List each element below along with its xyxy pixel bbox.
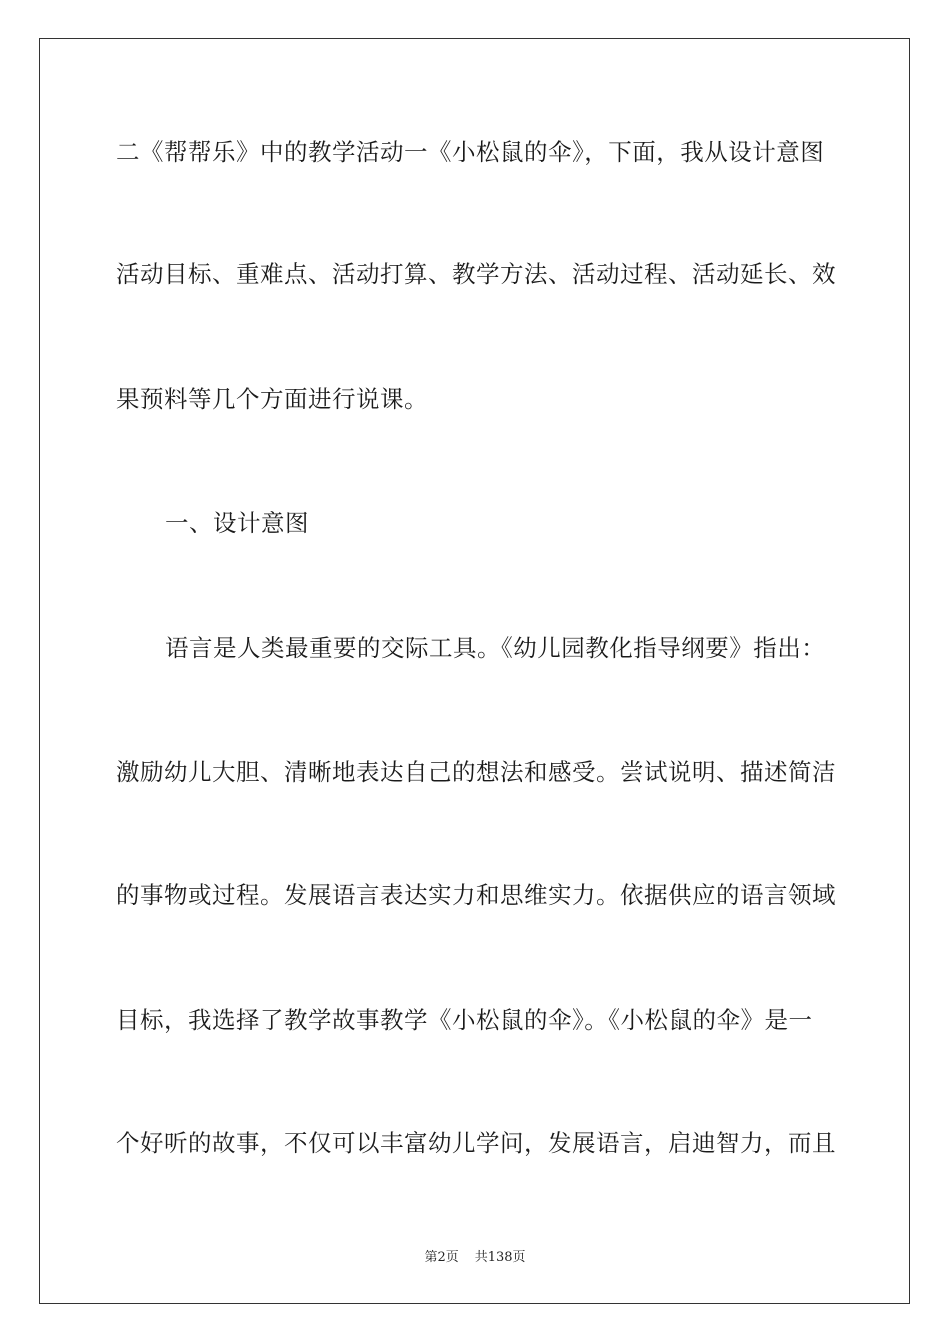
- body-text-line-5: 语言是人类最重要的交际工具。《幼儿园教化指导纲要》指出：: [165, 634, 826, 662]
- body-text-line-3: 果预料等几个方面进行说课。: [116, 385, 428, 413]
- page-total: 共138页: [474, 1250, 526, 1265]
- body-text-line-9: 个好听的故事，不仅可以丰富幼儿学问，发展语言，启迪智力，而且: [116, 1129, 836, 1157]
- page-number: 第2页: [424, 1250, 459, 1265]
- body-text-line-1: 二《帮帮乐》中的教学活动一《小松鼠的伞》，下面，我从设计意图: [116, 138, 825, 166]
- section-heading: 一、设计意图: [165, 509, 309, 537]
- page-footer: [0, 1250, 950, 1266]
- page-border: [39, 38, 910, 1304]
- body-text-line-7: 的事物或过程。发展语言表达实力和思维实力。依据供应的语言领域: [116, 881, 836, 909]
- body-text-line-8: 目标，我选择了教学故事教学《小松鼠的伞》。《小松鼠的伞》是一: [116, 1006, 813, 1034]
- body-text-line-2: 活动目标、重难点、活动打算、教学方法、活动过程、活动延长、效: [116, 260, 836, 288]
- body-text-line-6: 激励幼儿大胆、清晰地表达自己的想法和感受。尝试说明、描述简洁: [116, 758, 836, 786]
